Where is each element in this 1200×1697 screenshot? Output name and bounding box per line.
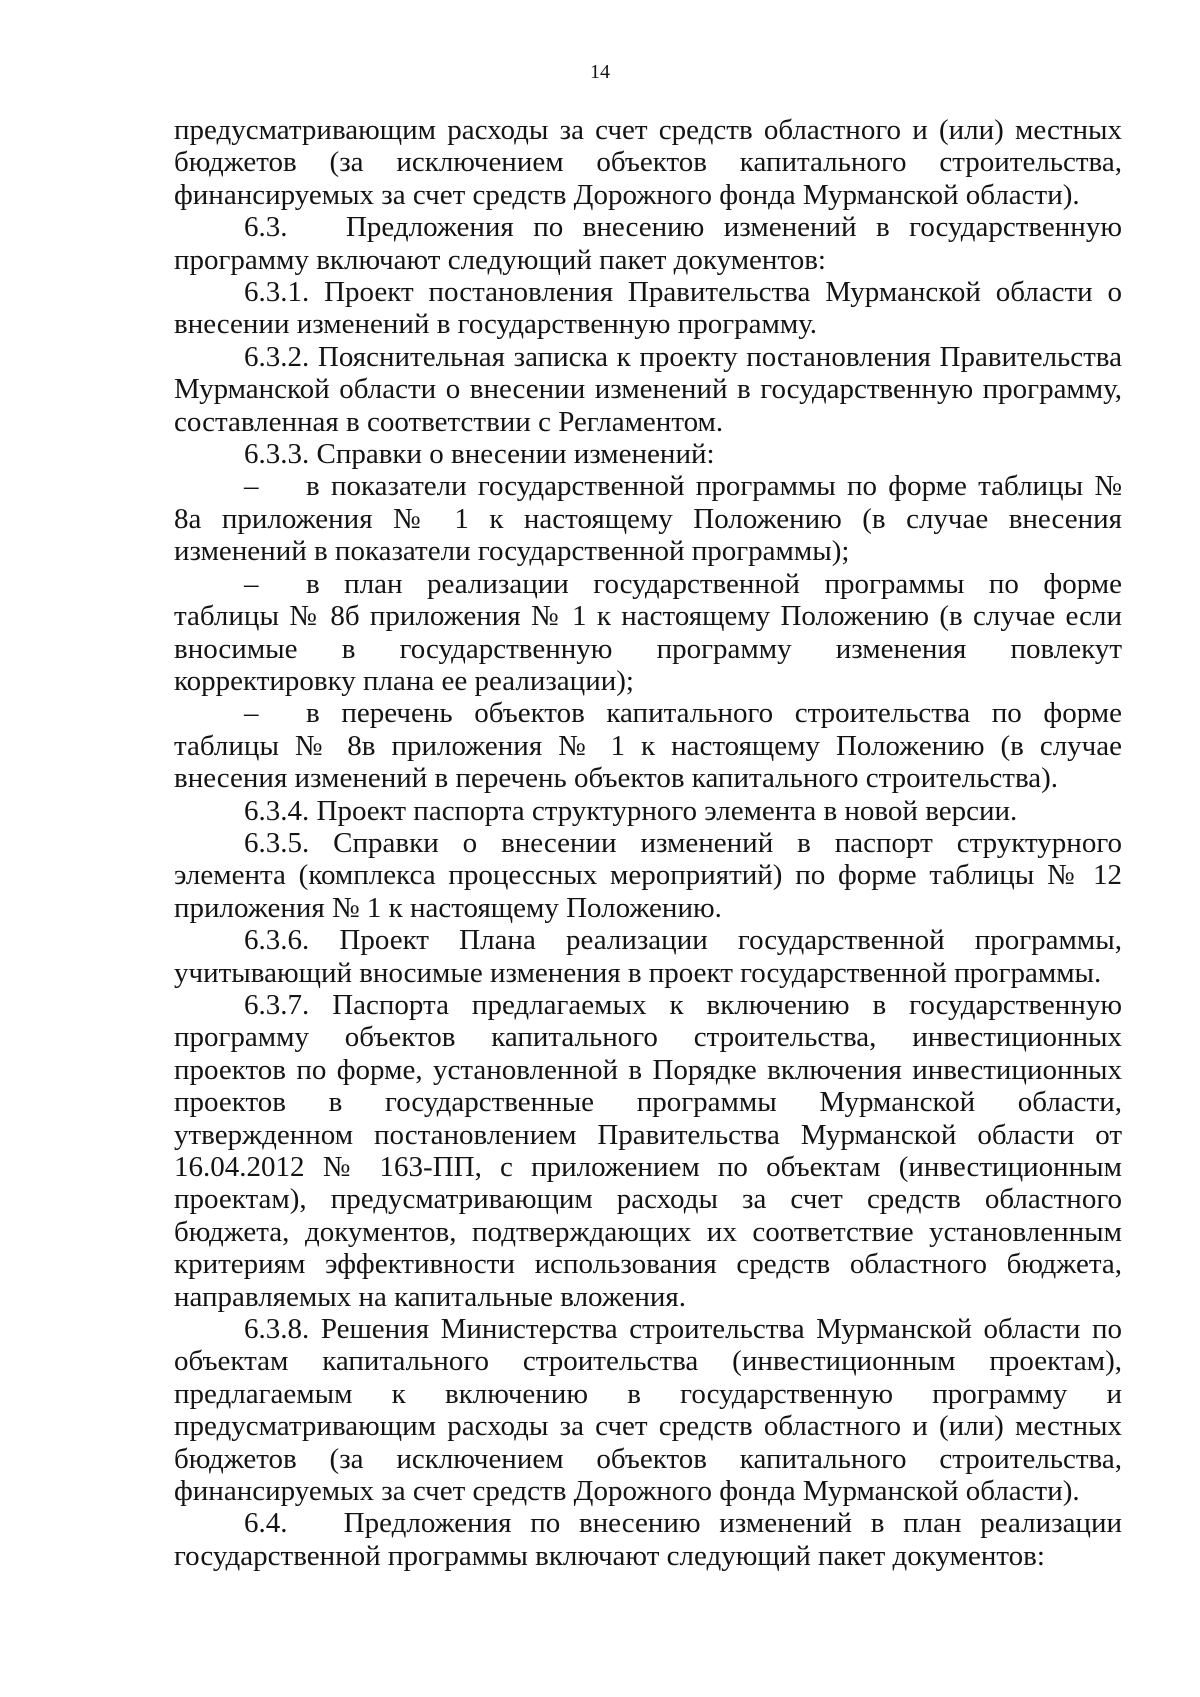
page-number: 14: [590, 61, 610, 83]
paragraph-6-3-6: 6.3.6. Проект Плана реализации государственной программы, учитывающий вносимые изменения в проект государственной программы.: [174, 924, 1122, 989]
paragraph-6-3: 6.3. Предложения по внесению изменений в государственную программу включают следующий пакет документов:: [174, 211, 1130, 276]
paragraph-6-3-1: 6.3.1. Проект постановления Правительства Мурманской области о внесении изменений в государственную программу.: [174, 276, 1122, 341]
list-item-text: в показатели государственной программы по форме таблицы № 8а приложения № 1 к настоящему Положению (в случае внесения изменений в показатели государственной программы);: [174, 470, 1122, 568]
paragraph-6-4: 6.4. Предложения по внесению изменений в план реализации государственной программы включают следующий пакет документов:: [174, 1507, 1130, 1572]
dash-marker: –: [244, 567, 259, 600]
document-body: [174, 114, 1130, 1572]
paragraph-6-3-3: 6.3.3. Справки о внесении изменений:: [244, 438, 715, 471]
list-item-text: в план реализации государственной программы по форме таблицы № 8б приложения № 1 к настоящему Положению (в случае если вносимые в государственную программу изменения повлекут корректировку плана ее реализации);: [174, 567, 1122, 697]
paragraph-6-3-7: 6.3.7. Паспорта предлагаемых к включению в государственную программу объектов капитального строительства, инвестиционных проектов по форме, установленной в Порядке включения инвестиционных проектов в государственные программы Мурманской области, утвержденном постановлением Правительства Мурманской области от 16.04.2012 № 163-ПП, с приложением по объектам (инвестиционным проектам), предусматривающим расходы за счет средств областного бюджета, документов, подтверждающих их соответствие установленным критериям эффективности использования средств областного бюджета, направляемых на капитальные вложения.: [174, 988, 1122, 1313]
paragraph-6-3-4: 6.3.4. Проект паспорта структурного элемента в новой версии.: [244, 794, 1018, 827]
list-item-objects: [174, 697, 1122, 794]
list-item-text: в перечень объектов капитального строительства по форме таблицы № 8в приложения № 1 к настоящему Положению (в случае внесения изменений в перечень объектов капитального строительства).: [174, 697, 1122, 795]
list-item-plan: [174, 568, 1122, 698]
paragraph-6-3-8: 6.3.8. Решения Министерства строительства Мурманской области по объектам капитального строительства (инвестиционным проектам), предлагаемым к включению в государственную программу и предусматривающим расходы за счет средств областного и (или) местных бюджетов (за исключением объектов капитального строительства, финансируемых за счет средств Дорожного фонда Мурманской области).: [174, 1313, 1122, 1508]
paragraph-continuation: предусматривающим расходы за счет средств областного и (или) местных бюджетов (за исключением объектов капитального строительства, финансируемых за счет средств Дорожного фонда Мурманской области).: [174, 114, 1122, 211]
dash-marker: –: [244, 697, 259, 730]
list-item-indicators: [174, 470, 1122, 567]
paragraph-6-3-2: 6.3.2. Пояснительная записка к проекту постановления Правительства Мурманской области о внесении изменений в государственную программу, составленная в соответствии с Регламентом.: [174, 340, 1122, 438]
dash-marker: –: [244, 470, 259, 503]
paragraph-6-3-5: 6.3.5. Справки о внесении изменений в паспорт структурного элемента (комплекса процессных мероприятий) по форме таблицы № 12 приложения № 1 к настоящему Положению.: [174, 826, 1122, 924]
